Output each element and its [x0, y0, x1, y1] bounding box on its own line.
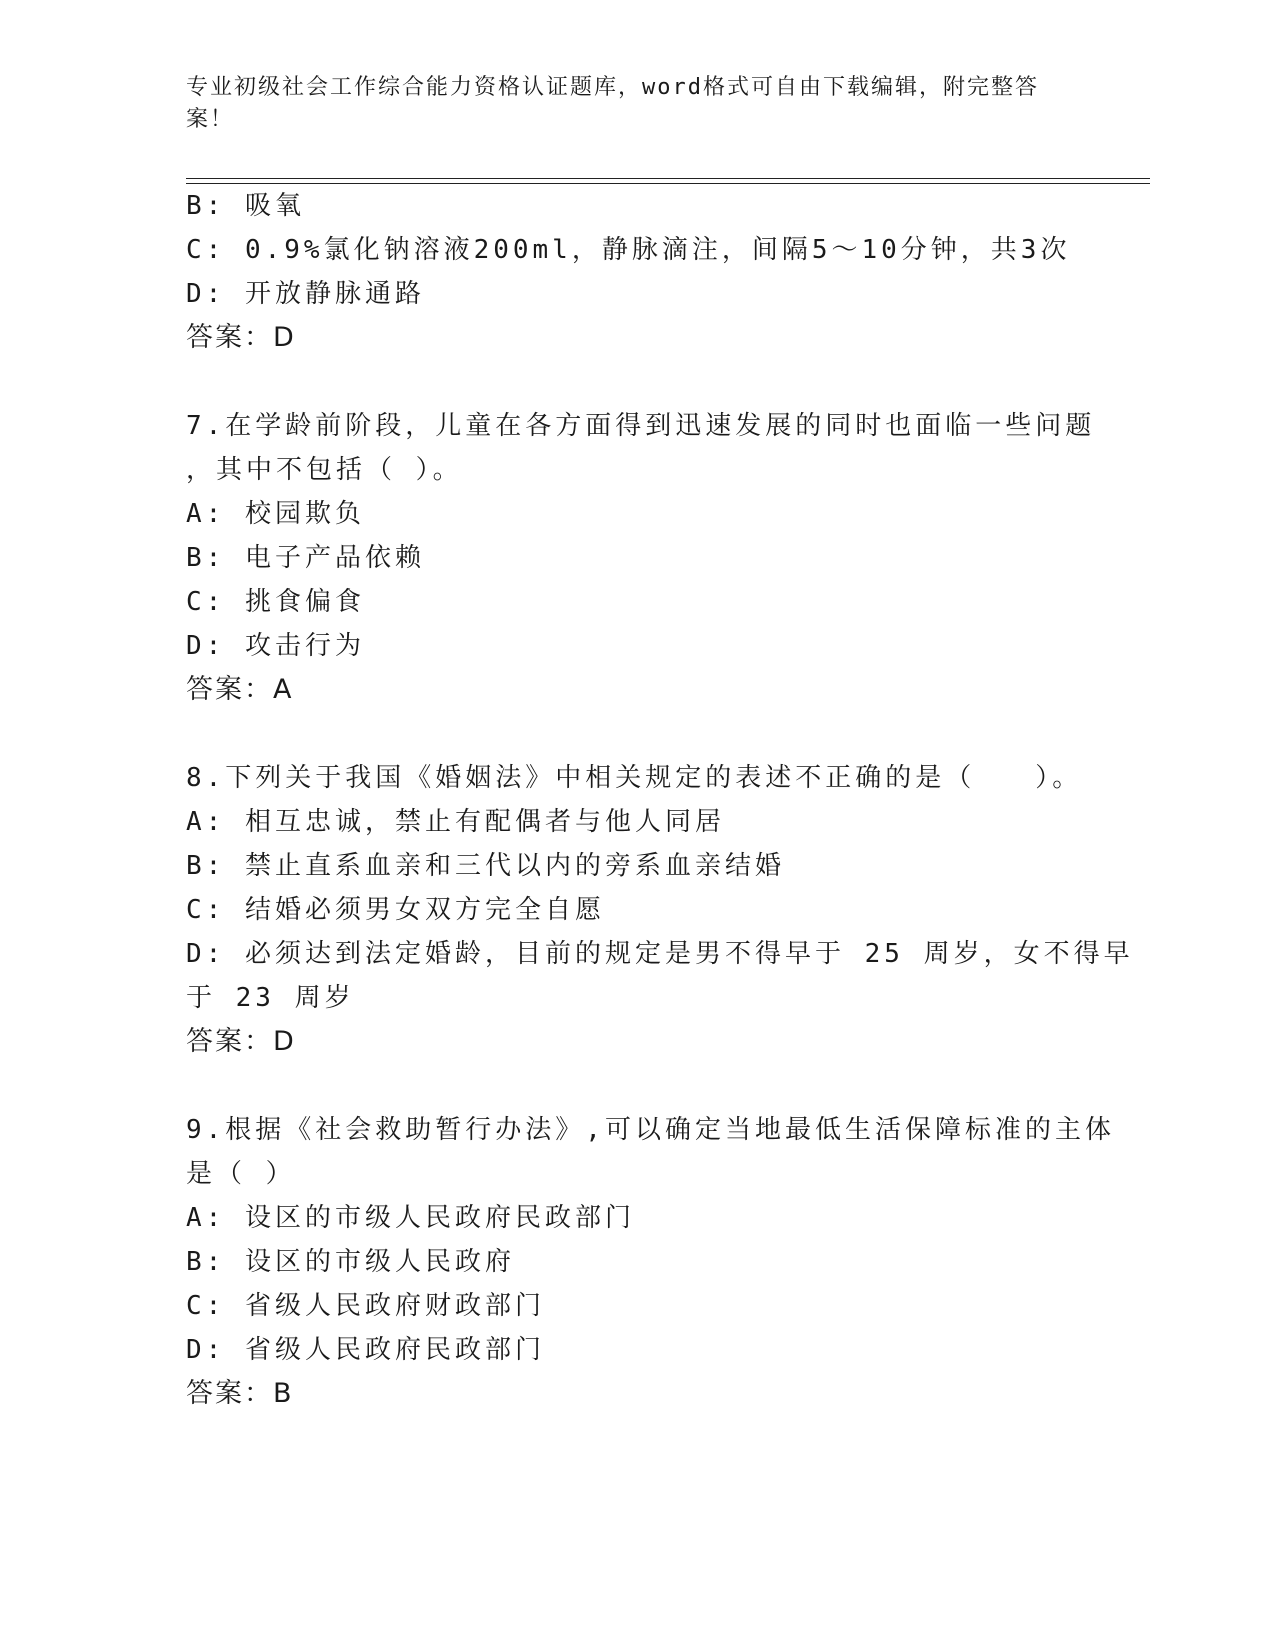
question-9-stem-line-2: 是（ ）: [186, 1159, 296, 1189]
question-9-answer: 答案：B: [186, 1378, 294, 1409]
question-7-stem-line-2: ，其中不包括（ ）。: [186, 455, 463, 485]
header-line-1: 专业初级社会工作综合能力资格认证题库，word格式可自由下载编辑，附完整答: [186, 75, 1039, 100]
question-7-option-b: B: 电子产品依赖: [186, 543, 425, 573]
question-8-option-a: A: 相互忠诚，禁止有配偶者与他人同居: [186, 807, 725, 837]
question-9-stem-line-1: 9.根据《社会救助暂行办法》,可以确定当地最低生活保障标准的主体: [186, 1115, 1115, 1145]
header-divider-top: [186, 178, 1150, 179]
question-9-option-c: C: 省级人民政府财政部门: [186, 1291, 545, 1321]
question-9-option-b: B: 设区的市级人民政府: [186, 1247, 515, 1277]
question-9-option-a: A: 设区的市级人民政府民政部门: [186, 1203, 635, 1233]
question-7-option-a: A: 校园欺负: [186, 499, 365, 529]
question-7-stem-line-1: 7.在学龄前阶段，儿童在各方面得到迅速发展的同时也面临一些问题: [186, 411, 1096, 441]
option-d: D: 开放静脉通路: [186, 279, 425, 309]
question-8-option-c: C: 结婚必须男女双方完全自愿: [186, 895, 605, 925]
document-header: [186, 72, 1066, 136]
header-line-2: 案！: [186, 107, 235, 132]
answer-line: 答案：D: [186, 322, 296, 353]
option-c: C: 0.9%氯化钠溶液200ml，静脉滴注，间隔5～10分钟，共3次: [186, 235, 1071, 265]
question-8-option-b: B: 禁止直系血亲和三代以内的旁系血亲结婚: [186, 851, 785, 881]
question-7-option-c: C: 挑食偏食: [186, 587, 365, 617]
question-8-answer: 答案：D: [186, 1026, 296, 1057]
question-9-option-d: D: 省级人民政府民政部门: [186, 1335, 545, 1365]
question-7-answer: 答案：A: [186, 674, 294, 705]
question-8-option-d-line-1: D: 必须达到法定婚龄，目前的规定是男不得早于 25 周岁，女不得早: [186, 939, 1134, 969]
option-b: B: 吸氧: [186, 191, 305, 221]
question-8-stem: 8.下列关于我国《婚姻法》中相关规定的表述不正确的是（ ）。: [186, 763, 1083, 793]
question-7-option-d: D: 攻击行为: [186, 631, 365, 661]
question-8-option-d-line-2: 于 23 周岁: [186, 983, 355, 1013]
header-divider-bottom: [186, 183, 1150, 184]
